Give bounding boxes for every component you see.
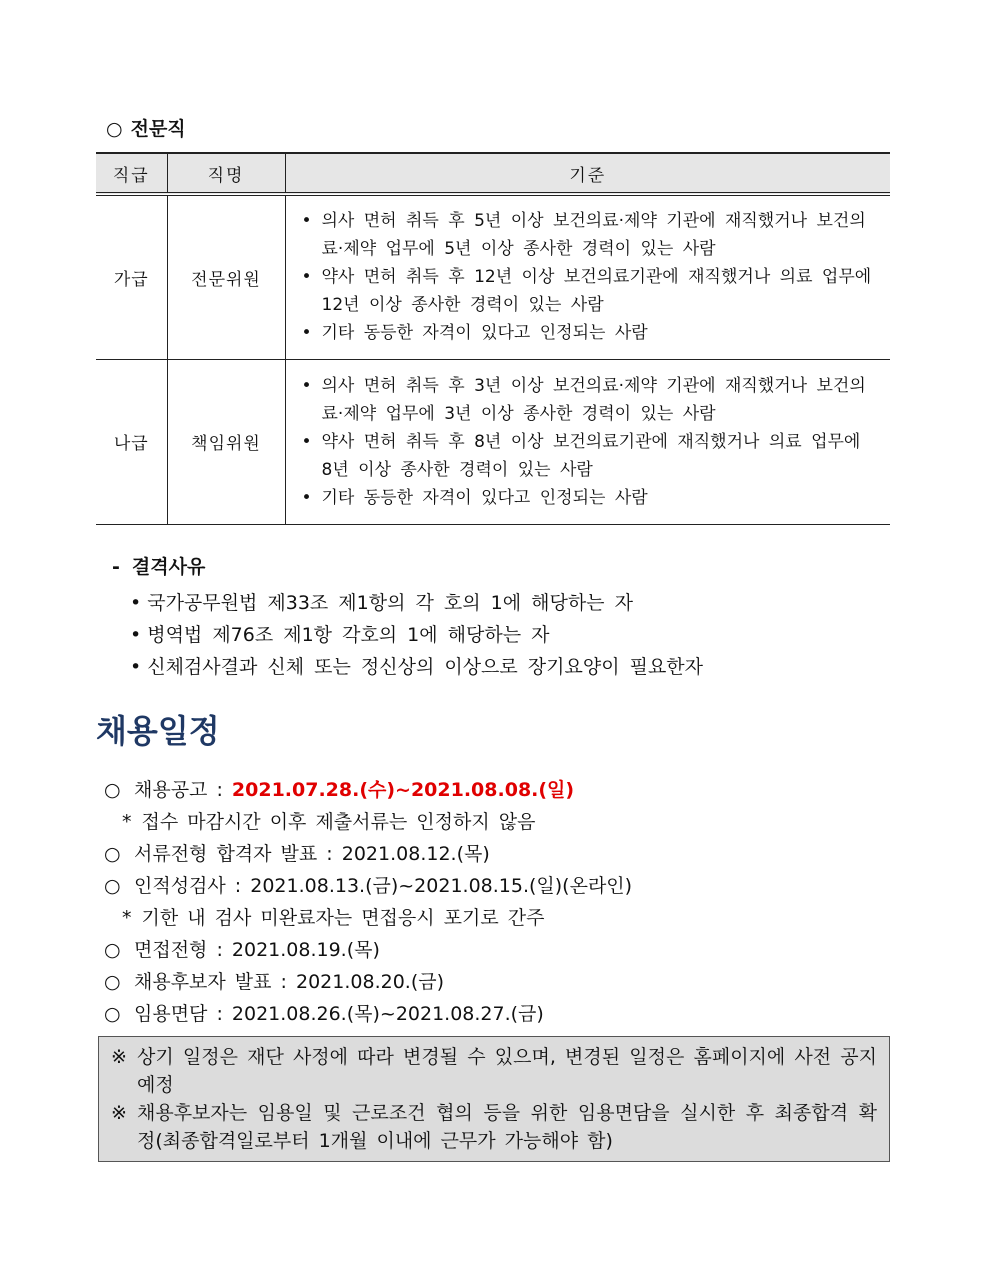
reference-mark-icon: ※ [111, 1102, 127, 1124]
dash-mark: - [112, 556, 120, 578]
schedule-aptitude [104, 870, 632, 902]
circle-bullet-icon: ○ [104, 875, 121, 897]
circle-bullet-icon: ○ [104, 939, 121, 961]
list-item [130, 619, 703, 651]
schedule-list [104, 774, 632, 1030]
list-item-text: 국가공무원법 제33조 제1항의 각 호의 1에 해당하는 자 [147, 592, 633, 614]
grade-criteria-table [96, 152, 890, 525]
notice-text: 채용후보자는 임용일 및 근로조건 협의 등을 위한 임용면담을 실시한 후 최종합격 확정(최종합격일로부터 1개월 이내에 근무가 가능해야 함) [137, 1102, 877, 1152]
notice-text: 상기 일정은 재단 사정에 따라 변경될 수 있으며, 변경된 일정은 홈페이지에 사전 공지 예정 [137, 1046, 877, 1096]
section-heading [106, 114, 186, 141]
schedule-interview [104, 934, 632, 966]
schedule-aptitude-note [104, 902, 632, 934]
header-criteria: 기준 [285, 153, 890, 194]
schedule-posting [104, 774, 632, 806]
criteria-cell [285, 359, 890, 524]
asterisk-mark: * [122, 811, 132, 833]
circle-bullet-icon: ○ [104, 843, 121, 865]
circle-bullet-icon: ○ [104, 1003, 121, 1025]
section-title: 전문직 [130, 118, 186, 140]
job-title-cell: 전문위원 [167, 194, 285, 359]
table-row [96, 359, 890, 524]
posting-note-text: 접수 마감시간 이후 제출서류는 인정하지 않음 [141, 811, 536, 833]
bullet-icon: • [130, 592, 142, 614]
criteria-item: • 약사 면허 취득 후 12년 이상 보건의료기관에 재직했거나 의료 업무에 12년 이상 종사한 경력이 있는 사람 [300, 263, 881, 319]
schedule-posting-note [104, 806, 632, 838]
table-row [96, 194, 890, 359]
notice-box [98, 1036, 890, 1162]
criteria-cell [285, 194, 890, 359]
notice-item [111, 1043, 877, 1099]
grade-cell: 나급 [96, 359, 167, 524]
job-title-cell: 책임위원 [167, 359, 285, 524]
asterisk-mark: * [122, 907, 132, 929]
posting-label: 채용공고 : [134, 779, 223, 801]
circle-bullet-icon: ○ [104, 971, 121, 993]
criteria-item: • 기타 동등한 자격이 있다고 인정되는 사람 [300, 484, 881, 512]
header-title: 직명 [167, 153, 285, 194]
schedule-heading: 채용일정 [96, 712, 220, 750]
header-grade: 직급 [96, 153, 167, 194]
list-item [130, 587, 703, 619]
document-result-text: 서류전형 합격자 발표 : 2021.08.12.(목) [134, 843, 490, 865]
disqualification-section [112, 552, 703, 683]
aptitude-note-text: 기한 내 검사 미완료자는 면접응시 포기로 간주 [141, 907, 545, 929]
criteria-item: • 기타 동등한 자격이 있다고 인정되는 사람 [300, 319, 881, 347]
schedule-document-result [104, 838, 632, 870]
aptitude-text: 인적성검사 : 2021.08.13.(금)~2021.08.15.(일)(온라인) [134, 875, 633, 897]
criteria-item: • 의사 면허 취득 후 3년 이상 보건의료·제약 기관에 재직했거나 보건의료·제약 업무에 3년 이상 종사한 경력이 있는 사람 [300, 372, 881, 428]
schedule-appointment-interview [104, 998, 632, 1030]
circle-bullet-icon: ○ [106, 118, 123, 140]
grade-cell: 가급 [96, 194, 167, 359]
bullet-icon: • [130, 624, 142, 646]
bullet-icon: • [130, 656, 142, 678]
table-header-row [96, 153, 890, 194]
interview-text: 면접전형 : 2021.08.19.(목) [134, 939, 380, 961]
disqualification-title [112, 552, 703, 579]
criteria-item: • 약사 면허 취득 후 8년 이상 보건의료기관에 재직했거나 의료 업무에 8년 이상 종사한 경력이 있는 사람 [300, 428, 881, 484]
appointment-interview-text: 임용면담 : 2021.08.26.(목)~2021.08.27.(금) [134, 1003, 544, 1025]
circle-bullet-icon: ○ [104, 779, 121, 801]
list-item-text: 신체검사결과 신체 또는 정신상의 이상으로 장기요양이 필요한자 [147, 656, 704, 678]
disqualification-title-text: 결격사유 [131, 556, 206, 578]
candidate-announce-text: 채용후보자 발표 : 2021.08.20.(금) [134, 971, 445, 993]
criteria-item: • 의사 면허 취득 후 5년 이상 보건의료·제약 기관에 재직했거나 보건의료·제약 업무에 5년 이상 종사한 경력이 있는 사람 [300, 207, 881, 263]
posting-dates: 2021.07.28.(수)~2021.08.08.(일) [231, 779, 575, 801]
reference-mark-icon: ※ [111, 1046, 127, 1068]
schedule-candidate-announce [104, 966, 632, 998]
list-item [130, 651, 703, 683]
list-item-text: 병역법 제76조 제1항 각호의 1에 해당하는 자 [147, 624, 550, 646]
notice-item [111, 1099, 877, 1155]
